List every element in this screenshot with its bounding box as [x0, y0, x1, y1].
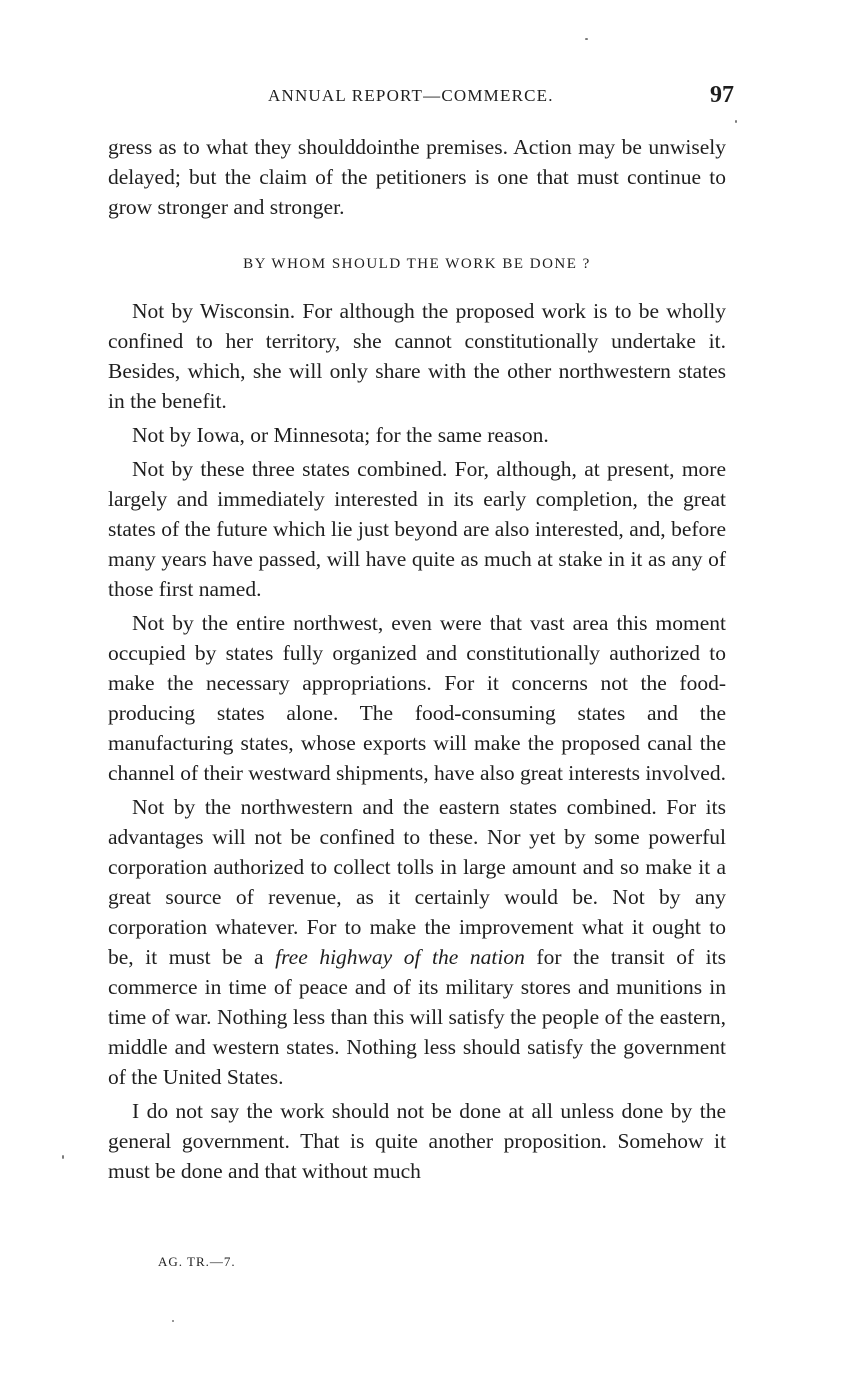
body-text	[108, 132, 726, 1186]
paragraph-eastern-states-part-1: Not by the northwestern and the eastern states combined. For its advantages will not be confined to these. Nor yet by some powerful corporation authorized to collect tolls in large amount and so make it a great source of revenue, as it certainly would be. Not by any corporation whatever. For to make the improvement what it ought to be, it must be a	[108, 795, 726, 969]
scan-speck	[62, 1155, 64, 1159]
scan-speck	[735, 120, 737, 123]
running-head	[108, 82, 734, 116]
signature-mark: AG. TR.—7.	[158, 1254, 236, 1269]
paragraph-continuation: gress as to what they shoulddointhe premises. Action may be unwisely delayed; but the claim of the petitioners is one that must continue to grow stronger and stronger.	[108, 135, 726, 219]
paragraph-three-states: Not by these three states combined. For, although, at present, more largely and immediately interested in its early completion, the great states of the future which lie just beyond are also interested, and, before many years have passed, will have quite as much at stake in it as any of those first named.	[108, 457, 726, 601]
scan-speck	[585, 38, 588, 40]
paragraph-eastern-states-part-2: for the transit of its commerce in time of peace and of its military stores and munitions in time of war. Nothing less than this will satisfy the people of the eastern, middle and western states. Nothing less should satisfy the government of the United States.	[108, 945, 726, 1089]
scan-speck	[172, 1320, 174, 1322]
section-heading: BY WHOM SHOULD THE WORK BE DONE ?	[243, 256, 591, 272]
paragraph-entire-northwest: Not by the entire northwest, even were that vast area this moment occupied by states fully organized and constitutionally authorized to make the necessary appropriations. For it concerns not the food-producing states alone. The food-consuming states and the manufacturing states, whose exports will make the proposed canal the channel of their westward shipments, have also great interests involved.	[108, 611, 726, 785]
paragraph-iowa-minnesota: Not by Iowa, or Minnesota; for the same reason.	[132, 423, 549, 447]
running-title: ANNUAL REPORT—COMMERCE.	[268, 86, 554, 105]
paragraph-eastern-states	[108, 792, 726, 1092]
italic-phrase: free highway of the nation	[275, 945, 525, 969]
paragraph-general-government: I do not say the work should not be done at all unless done by the general government. That is quite another proposition. Somehow it must be done and that without much	[108, 1099, 726, 1183]
page-number: 97	[710, 82, 734, 108]
paragraph-wisconsin: Not by Wisconsin. For although the proposed work is to be wholly confined to her territory, she cannot constitutionally undertake it. Besides, which, she will only share with the other northwestern states in the benefit.	[108, 299, 726, 413]
